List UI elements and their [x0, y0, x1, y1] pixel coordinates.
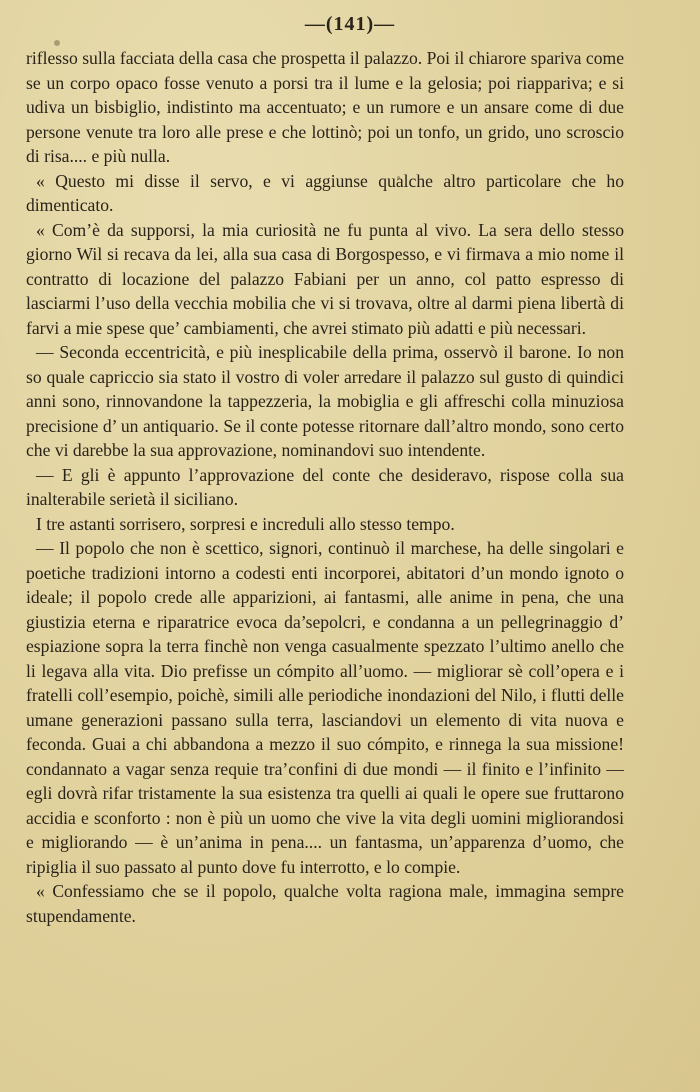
- paragraph-3: « Com’è da supporsi, la mia curiosità ne fu punta al vivo. La sera dello stesso giorno Wil si recava da lei, alla sua casa di Borgospesso, e vi firmava a mio nome il contratto di locazione del palazzo Fabiani per un anno, col patto espresso di lasciarmi l’uso della vecchia mobilia che vi si trovava, oltre al darmi piena libertà di farvi a mie spese que’ cambiamenti, che avrei stimato più adatti e più necessari.: [26, 219, 624, 338]
- ink-spot: [54, 40, 60, 46]
- paragraph-2: « Questo mi disse il servo, e vi aggiunse qualche altro particolare che ho dimenticato.: [26, 170, 624, 215]
- paragraph-6: I tre astanti sorrisero, sorpresi e increduli allo stesso tempo.: [36, 513, 455, 534]
- paragraph-1: riflesso sulla facciata della casa che prospetta il palazzo. Poi il chiarore spariva come se un corpo opaco fosse venuto a porsi tra il lume e la gelosia; poi riappariva; e si udiva un bisbiglio, indistinto ma accentuato; e un rumore e un ansare come di due persone venute tra loro alle prese e che lottinò; poi un tonfo, un grido, uno scroscio di risa.... e più nulla.: [26, 48, 624, 166]
- paragraph-4: — Seconda eccentricità, e più inesplicabile della prima, osservò il barone. Io non so quale capriccio sia stato il vostro di voler arredare il palazzo sul gusto di quindici anni sono, rinnovandone la tappezzeria, la mobiglia e gli affreschi colla minuziosa precisione d’ un antiquario. Se il conte potesse ritornare dall’altro mondo, sono certo che vi darebbe la sua approvazione, nominandovi suo intendente.: [26, 342, 624, 460]
- paragraph-8: « Confessiamo che se il popolo, qualche volta ragiona male, immagina sempre stupendamente.: [26, 881, 624, 926]
- ink-spot: [397, 176, 400, 179]
- page-number: —(141)—: [304, 13, 396, 35]
- paragraph-5: — E gli è appunto l’approvazione del conte che desideravo, risposе colla sua inalterabile serietà il siciliano.: [26, 464, 624, 509]
- body-text: [26, 46, 624, 928]
- paragraph-7: — Il popolo che non è scettico, signori, continuò il marchese, ha delle singolari e poetiche tradizioni intorno a codesti enti incorporei, abitatori d’un mondo ignoto o ideale; il popolo crede alle apparizioni, ai fantasmi, alle anime in pena, che una giustizia eterna e riparatrice evoca da’sepolcri, e condanna a un pellegrinaggio d’ espiazione sopra la terra finchè non venga casualmente spezzato l’ultimo anello che li legava alla vita. Dio prefisse un cómpito all’uomo. — migliorar sè coll’opera e i fratelli coll’esempio, poichè, simili alle periodiche inondazioni del Nilo, i flutti delle umane generazioni passano sulla terra, lasciandovi un elemento di vita nuova e feconda. Guai a chi abbandona a mezzo il suo cómpito, e rinnega la sua missione! condannato a vagar senza requie tra’confini di due mondi — il finito e l’infinito — egli dovrà rifar tristamente la sua esistenza tra quelli ai quali le opere sue fruttarono accidia e sconforto : non è più un uomo che vive la vita degli uomini migliorandosi e migliorando — è un’anima in pena.... un fantasma, un’apparenza d’uomo, che ripiglia il suo passato al punto dove fu interrotto, e lo compie.: [26, 538, 624, 877]
